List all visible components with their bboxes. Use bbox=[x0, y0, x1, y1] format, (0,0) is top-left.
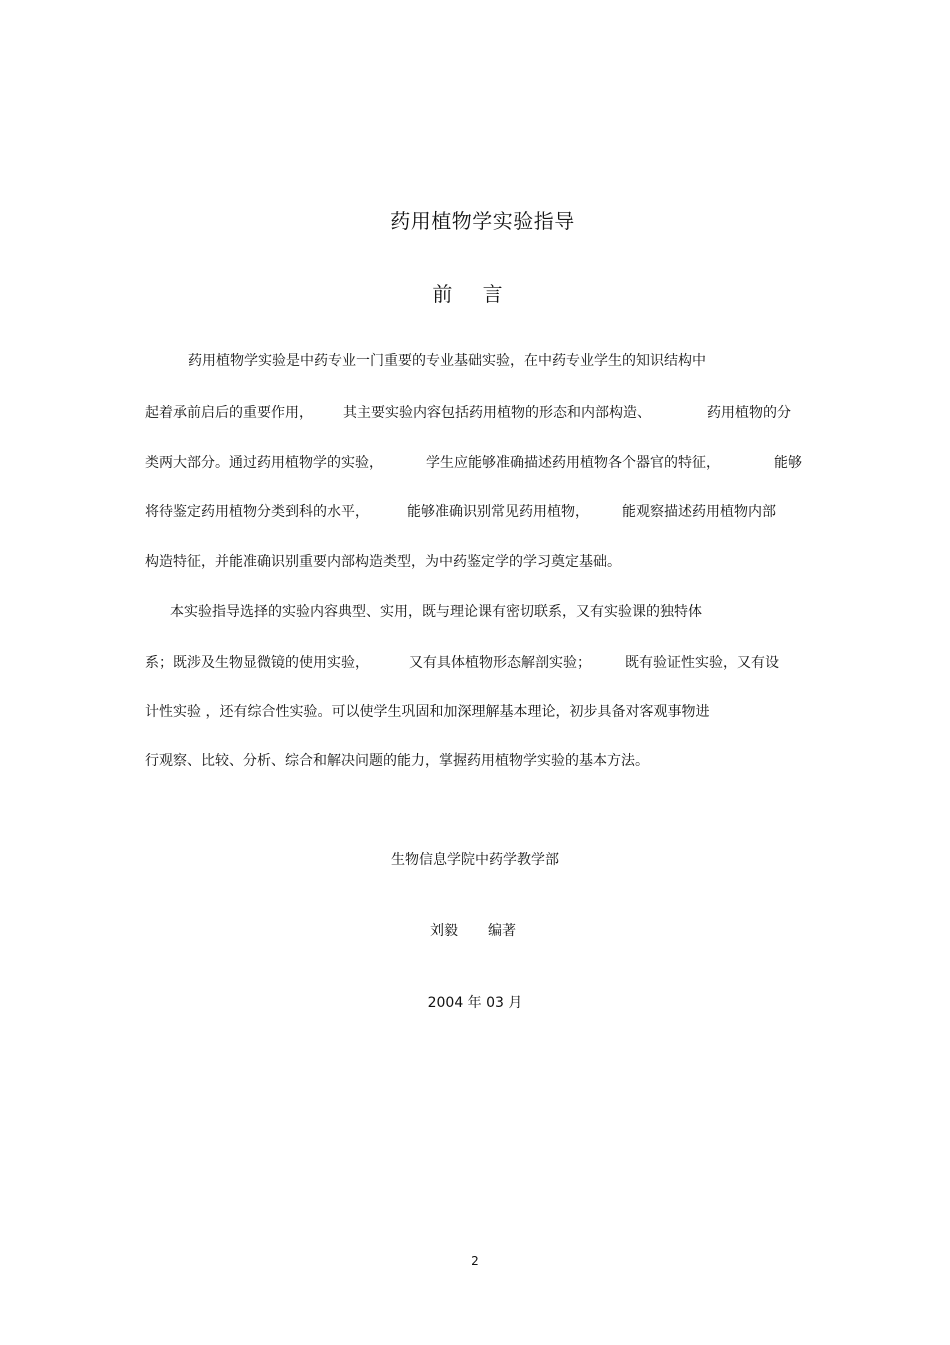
publication-date: 2004 年 03 月 bbox=[427, 995, 523, 1011]
paragraph1-line2-seg3: 药用植物的分 bbox=[707, 405, 791, 421]
paragraph2-line2-seg1: 系；既涉及生物显微镜的使用实验， bbox=[145, 655, 369, 671]
paragraph2-line2-seg3: 既有验证性实验，又有设 bbox=[625, 655, 779, 671]
paragraph1-line2 bbox=[145, 402, 805, 422]
paragraph1-line3-seg3: 能够 bbox=[774, 455, 802, 471]
paragraph1-line5: 构造特征，并能准确识别重要内部构造类型，为中药鉴定学的学习奠定基础。 bbox=[145, 554, 621, 570]
paragraph2-line2-seg2: 又有具体植物形态解剖实验； bbox=[409, 655, 591, 671]
paragraph1-line4 bbox=[145, 501, 805, 521]
paragraph2-line4: 行观察、比较、分析、综合和解决问题的能力，掌握药用植物学实验的基本方法。 bbox=[145, 753, 649, 769]
paragraph2-line2 bbox=[145, 652, 805, 672]
paragraph1-line4-seg2: 能够准确识别常见药用植物， bbox=[407, 504, 589, 520]
paragraph2-line1: 本实验指导选择的实验内容典型、实用，既与理论课有密切联系，又有实验课的独特体 bbox=[170, 604, 702, 620]
author-role: 编著 bbox=[488, 923, 516, 939]
department-name: 生物信息学院中药学教学部 bbox=[391, 852, 559, 868]
page-number: 2 bbox=[471, 1254, 479, 1268]
paragraph1-line3-seg2: 学生应能够准确描述药用植物各个器官的特征， bbox=[426, 455, 720, 471]
paragraph1-line4-seg3: 能观察描述药用植物内部 bbox=[622, 504, 776, 520]
paragraph1-line2-seg2: 其主要实验内容包括药用植物的形态和内部构造、 bbox=[343, 405, 651, 421]
document-title: 药用植物学实验指导 bbox=[390, 209, 575, 233]
section-heading bbox=[0, 278, 947, 307]
paragraph2-line3: 计性实验 ，还有综合性实验。可以使学生巩固和加深理解基本理论，初步具备对客观事物进 bbox=[145, 704, 710, 720]
paragraph1-line3 bbox=[145, 452, 805, 472]
paragraph1-line3-seg1: 类两大部分。通过药用植物学的实验， bbox=[145, 455, 383, 471]
paragraph1-line2-seg1: 起着承前启后的重要作用， bbox=[145, 405, 313, 421]
paragraph1-line4-seg1: 将待鉴定药用植物分类到科的水平， bbox=[145, 504, 369, 520]
section-heading-text: 前 言 bbox=[432, 282, 515, 306]
author-name: 刘毅 bbox=[430, 923, 458, 939]
paragraph1-line1: 药用植物学实验是中药专业一门重要的专业基础实验，在中药专业学生的知识结构中 bbox=[188, 353, 706, 369]
